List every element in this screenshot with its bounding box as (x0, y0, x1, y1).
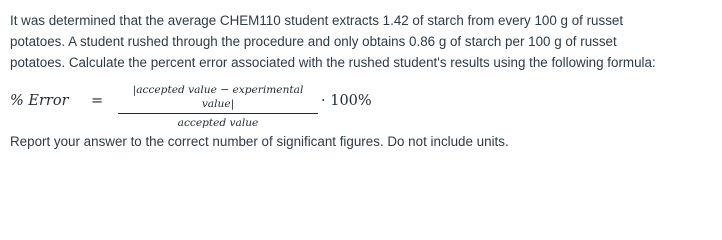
formula-numerator: |accepted value − experimental value| (118, 83, 318, 114)
question-line-3: potatoes. Calculate the percent error associated with the rushed student's results using the following formula: (10, 55, 656, 70)
instructions-text: Report your answer to the correct number of significant figures. Do not include units. (10, 134, 509, 149)
question-line-1: It was determined that the average CHEM110 student extracts 1.42 of starch from every 100 g of russet (10, 13, 624, 28)
formula-lhs: % Error (10, 93, 69, 109)
formula-fraction (118, 83, 318, 130)
formula-denominator: accepted value (177, 117, 259, 129)
formula-multiplier: · 100% (321, 93, 372, 109)
question-line-2: potatoes. A student rushed through the procedure and only obtains 0.86 g of starch per 100 g of russet (10, 34, 617, 49)
question-text (10, 10, 722, 73)
formula-equals: = (91, 93, 104, 109)
percent-error-formula (10, 83, 430, 129)
